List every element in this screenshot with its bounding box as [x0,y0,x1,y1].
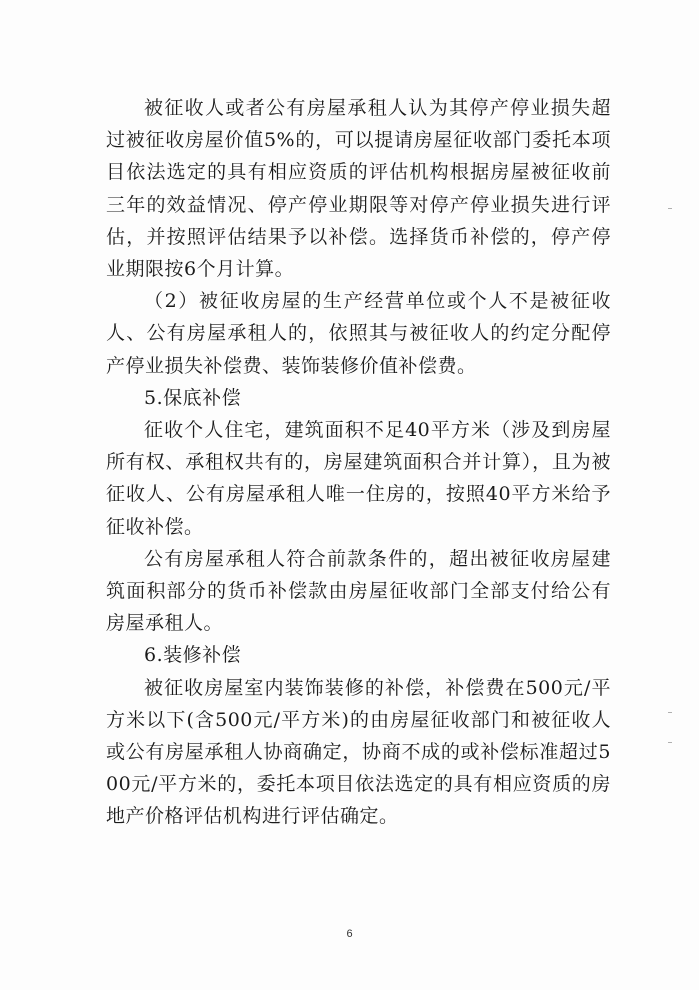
scan-artifact-mark [668,712,672,713]
scan-artifact-mark [668,208,672,209]
section-heading-decoration-compensation: 6.装修补偿 [144,644,242,667]
paragraph-loss-evaluation: 被征收人或者公有房屋承租人认为其停产停业损失超过被征收房屋价值5%的，可以提请房屋征收部门委托本项目依法选定的具有相应资质的评估机构根据房屋被征收前三年的效益情况、停产停业期限等对停产停业损失进行评估，并按照评估结果予以补偿。选择货币补偿的，停产停业期限按6个月计算。 [106,97,611,281]
paragraph-decoration-compensation: 被征收房屋室内装饰装修的补偿，补偿费在500元/平方米以下(含500元/平方米)的由房屋征收部门和被征收人或公有房屋承租人协商确定，协商不成的或补偿标准超过500元/平方米的，委托本项目依法选定的具有相应资质的房地产价格评估机构进行评估确定。 [106,676,611,828]
scan-artifact-mark [668,742,672,743]
document-body [106,92,611,833]
paragraph-minimum-area: 征收个人住宅，建筑面积不足40平方米（涉及到房屋所有权、承租权共有的，房屋建筑面积合并计算），且为被征收人、公有房屋承租人唯一住房的，按照40平方米给予征收补偿。 [106,419,611,538]
paragraph-business-unit-compensation: （2）被征收房屋的生产经营单位或个人不是被征收人、公有房屋承租人的，依照其与被征收人的约定分配停产停业损失补偿费、装饰装修价值补偿费。 [106,290,611,377]
paragraph-public-housing-tenant: 公有房屋承租人符合前款条件的，超出被征收房屋建筑面积部分的货币补偿款由房屋征收部门全部支付给公有房屋承租人。 [106,547,611,635]
section-heading-minimum-compensation: 5.保底补偿 [144,386,242,409]
page-number: 6 [346,928,353,940]
